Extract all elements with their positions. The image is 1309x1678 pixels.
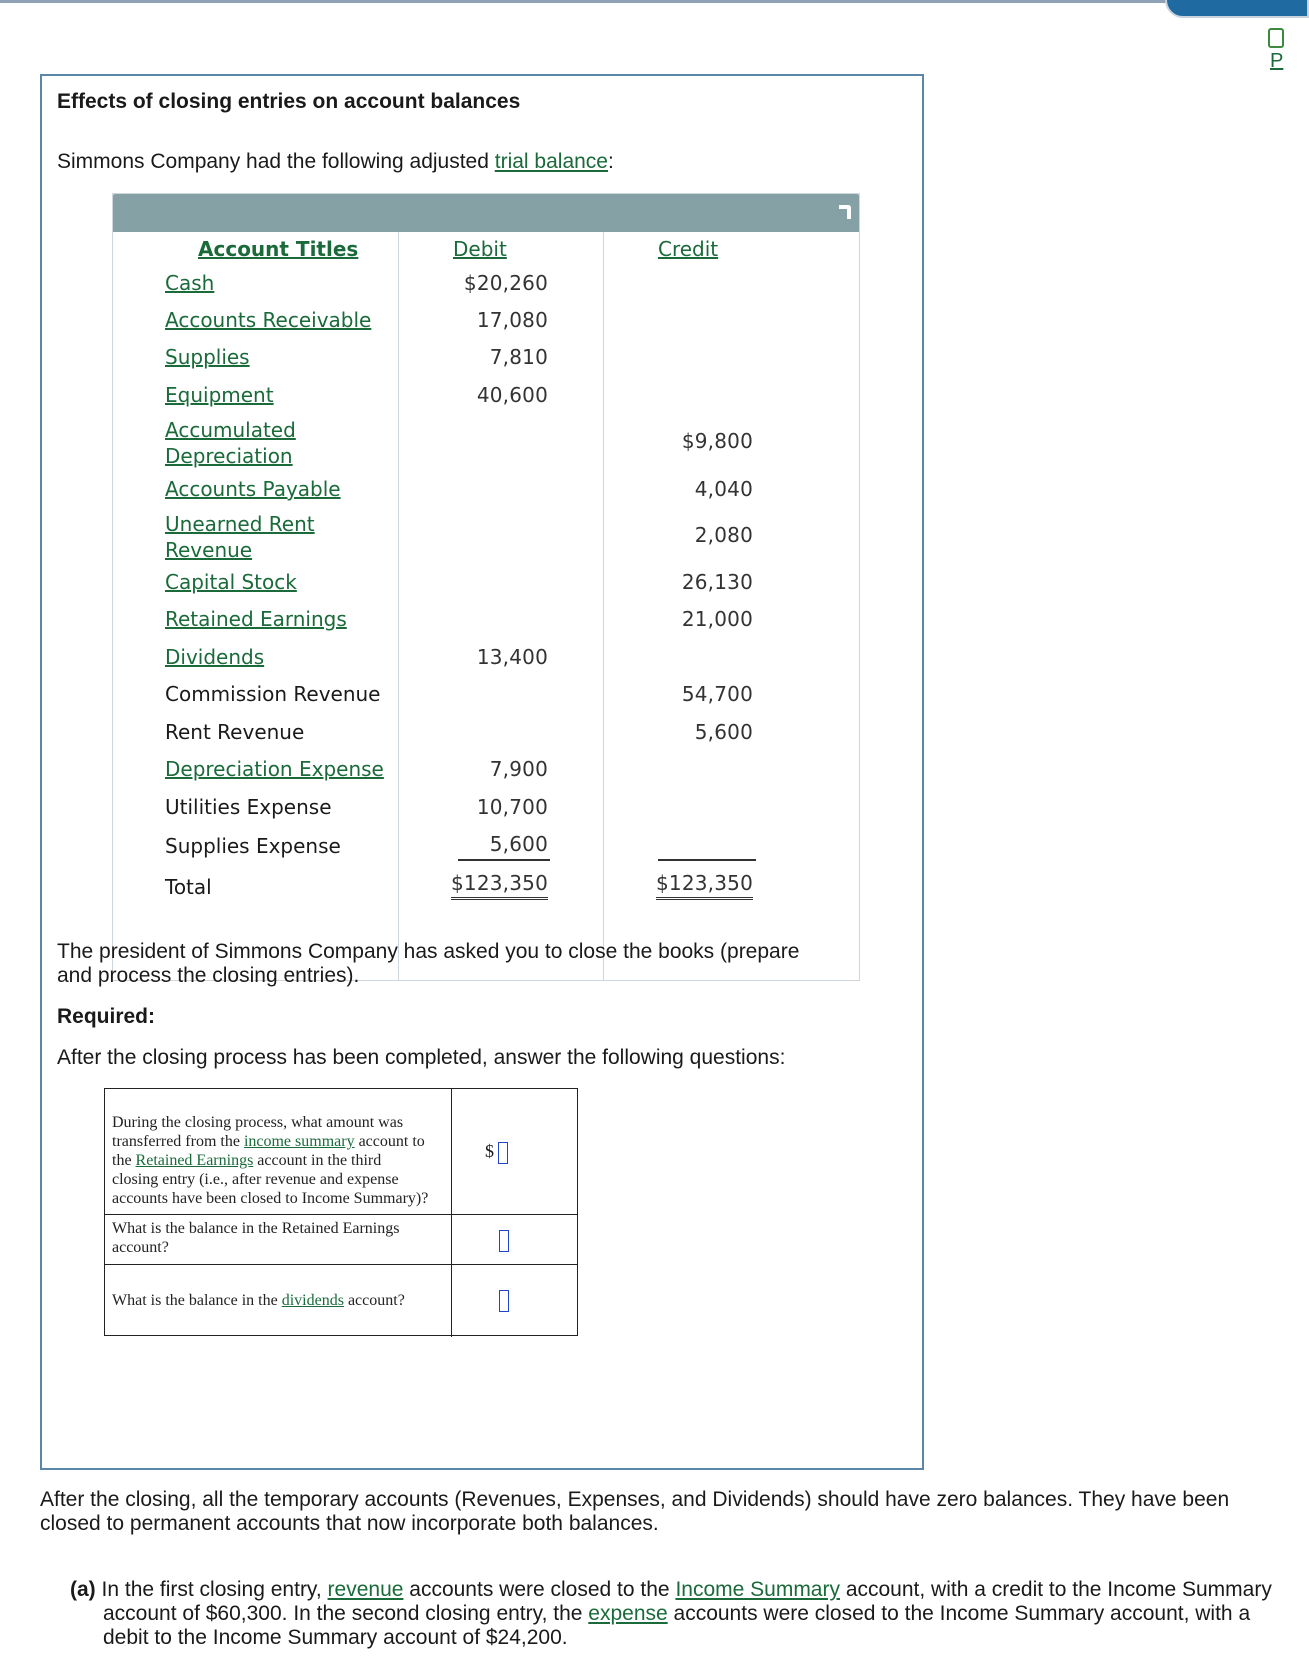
header-account-titles[interactable]: Account Titles [198, 237, 359, 261]
q1-text-b: account to the [112, 1133, 425, 1169]
credit-total-value: $123,350 [656, 871, 753, 900]
account-name[interactable]: Equipment [165, 383, 274, 407]
problem-panel [40, 74, 924, 1470]
account-name[interactable]: Accounts Receivable [165, 308, 372, 332]
answer-input[interactable] [498, 1142, 508, 1164]
intro-before: Simmons Company had the following adjusted [57, 150, 495, 173]
account-name: Rent Revenue [165, 720, 305, 744]
column-separator [398, 232, 399, 980]
explanation-a [70, 1578, 1293, 1650]
debit-total-value: $123,350 [451, 871, 548, 900]
account-name[interactable]: Retained Earnings [165, 607, 347, 631]
credit-value: 2,080 [694, 523, 753, 547]
debit-value: 7,810 [489, 345, 548, 369]
question-row [105, 1089, 577, 1215]
subtotal-rule [458, 859, 550, 861]
column-separator [451, 1265, 452, 1337]
answer-cell [495, 1289, 509, 1312]
credit-value: 54,700 [681, 682, 753, 706]
credit-value: $9,800 [681, 429, 753, 453]
q3-text-b: account? [343, 1292, 405, 1309]
answer-input[interactable] [499, 1290, 509, 1312]
questions-table [104, 1088, 578, 1336]
item-a-text-1: In the first closing entry, [95, 1578, 328, 1601]
credit-value: 26,130 [681, 570, 753, 594]
question-text [112, 1113, 430, 1208]
debit-value: 7,900 [489, 757, 548, 781]
income-summary-link[interactable]: Income Summary [675, 1578, 840, 1601]
panel-title: Effects of closing entries on account balances [57, 90, 521, 113]
expand-corner-icon[interactable] [839, 205, 851, 219]
credit-value: 21,000 [681, 607, 753, 631]
table-header-bar [113, 194, 859, 232]
question-row [105, 1265, 577, 1337]
corner-link[interactable]: P [1270, 50, 1284, 72]
required-label: Required: [57, 1005, 156, 1028]
after-closing-summary: After the closing, all the temporary accounts (Revenues, Expenses, and Dividends) should have zero balances. They have been closed to permanent accounts that now incorporate both balances. [40, 1488, 1230, 1535]
account-name[interactable]: Dividends [165, 645, 265, 669]
subtotal-rule [658, 859, 756, 861]
dividends-link[interactable]: dividends [281, 1292, 344, 1309]
question-text [112, 1291, 430, 1310]
question-row [105, 1215, 577, 1265]
president-text: The president of Simmons Company has asked you to close the books (prepare and process the closing entries). [57, 940, 800, 987]
revenue-link[interactable]: revenue [327, 1578, 404, 1601]
debit-value: $20,260 [463, 271, 548, 295]
debit-value: 40,600 [476, 383, 548, 407]
expense-link[interactable]: expense [588, 1602, 668, 1625]
item-a-text-3: account, with a credit to the Income Summary account of $60,300. In the second closing entry, the [103, 1578, 1272, 1625]
column-separator [451, 1215, 452, 1264]
intro-after: : [607, 150, 614, 173]
account-name[interactable]: Accumulated Depreciation [165, 418, 296, 468]
total-label: Total [165, 875, 212, 899]
account-name: Utilities Expense [165, 795, 332, 819]
column-separator [451, 1089, 452, 1214]
debit-value: 5,600 [489, 832, 548, 856]
after-closing-question: After the closing process has been completed, answer the following questions: [57, 1046, 786, 1069]
header-debit[interactable]: Debit [453, 237, 507, 261]
account-name: Supplies Expense [165, 834, 341, 858]
answer-cell [485, 1141, 508, 1164]
account-name[interactable]: Depreciation Expense [165, 757, 384, 781]
account-name: Commission Revenue [165, 682, 381, 706]
debit-value: 17,080 [476, 308, 548, 332]
header-credit[interactable]: Credit [658, 237, 719, 261]
account-name[interactable]: Accounts Payable [165, 477, 341, 501]
trial-balance-table [112, 193, 860, 981]
account-name[interactable]: Capital Stock [165, 570, 297, 594]
trial-balance-link[interactable]: trial balance [494, 150, 608, 173]
account-name[interactable]: Supplies [165, 345, 250, 369]
debit-total [418, 870, 548, 896]
credit-value: 4,040 [694, 477, 753, 501]
column-separator [603, 232, 604, 980]
debit-value: 10,700 [476, 795, 548, 819]
item-a-text-4: accounts were closed to the Income Summary account, with a debit to the Income Summary account of $24,200. [103, 1602, 1251, 1649]
debit-value: 13,400 [476, 645, 548, 669]
account-name[interactable]: Cash [165, 271, 215, 295]
intro-text [57, 150, 614, 174]
question-text: What is the balance in the Retained Earnings account? [112, 1220, 400, 1256]
income-summary-link[interactable]: income summary [243, 1133, 355, 1150]
q3-text-a: What is the balance in the [112, 1292, 282, 1309]
answer-input[interactable] [499, 1230, 509, 1252]
q1-text-c: account in the third closing entry (i.e., after revenue and expense accounts have been closed to Income Summary)? [112, 1152, 429, 1207]
credit-value: 5,600 [694, 720, 753, 744]
print-icon[interactable] [1268, 28, 1284, 48]
dollar-sign: $ [485, 1141, 494, 1161]
q1-text-a: During the closing process, what amount was transferred from the [112, 1114, 404, 1150]
answer-cell [495, 1229, 509, 1252]
retained-earnings-link[interactable]: Retained Earnings [135, 1152, 254, 1169]
item-a-label: (a) [70, 1578, 96, 1601]
account-name[interactable]: Unearned Rent Revenue [165, 512, 315, 562]
item-a-text-2: accounts were closed to the [403, 1578, 676, 1601]
credit-total [623, 870, 753, 896]
top-tab-button[interactable] [1165, 0, 1309, 18]
top-rule [0, 0, 1170, 3]
